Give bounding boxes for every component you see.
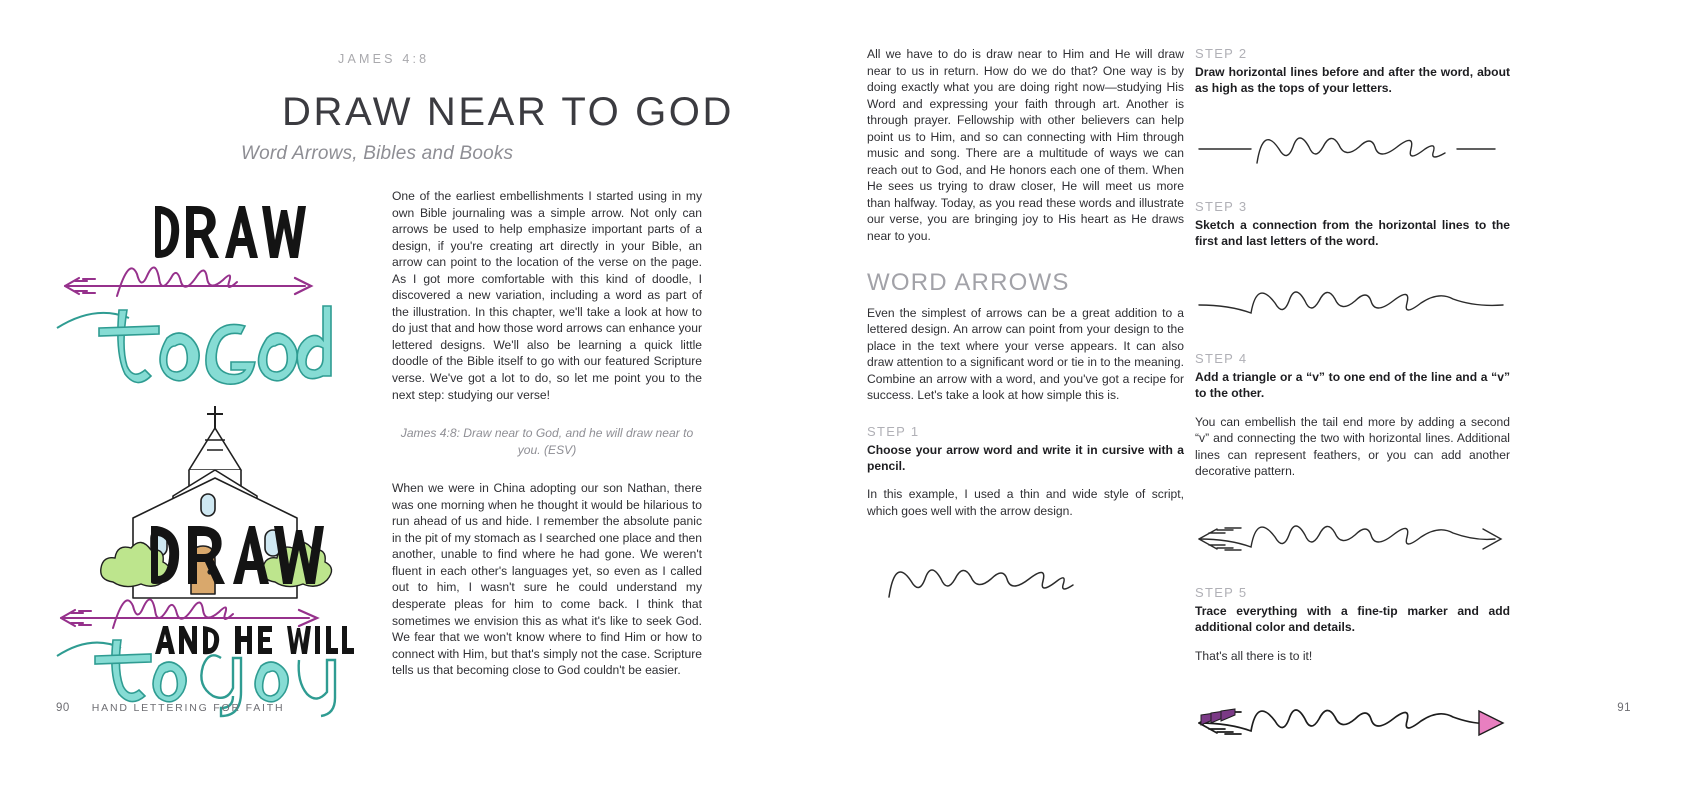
body-paragraph-2: When we were in China adopting our son Nathan, there was one morning when he thought it would be hilarious to run ahead of us and hide. I remember the absolute panic in the pit of my stomach as I searched one place and then another, unable to find where he had gone. We weren't fluent in each other's languages yet, so even as I called out to him, I wasn't sure he could understand my desperate pleas for him to come back. I think that sometimes we envision this as what it's like to seek God. We fear that we won't know where to find Him or how to connect with Him, but that's simply not the case. Scripture tells us that becoming close to God couldn't be easier. xyxy=(392,481,702,678)
step-1-label: STEP 1 xyxy=(867,423,920,439)
left-page-footer xyxy=(56,702,284,714)
step-4-sketch-arrow-near xyxy=(1195,495,1510,565)
draw-near-to-you-illustration xyxy=(55,520,365,700)
right-column xyxy=(1195,46,1510,757)
left-column-text xyxy=(392,188,702,679)
page-title: DRAW NEAR TO GOD xyxy=(282,90,735,134)
chapter-kicker: JAMES 4:8 xyxy=(338,52,430,66)
step-3-label: STEP 3 xyxy=(1195,198,1248,214)
intro-paragraph: All we have to do is draw near to Him and He will draw near to us in return. How do we do that? One way is by doing exactly what you are doing right now—studying His Word and expressing your faith through art. Another is through prayer. Fellowship with other believers can help point us to Him, and so can connecting with Him through music and song. There are a multitude of ways we can reach out to God, and He honors each one of them. When He sees us trying to draw closer, He will meet us more than halfway. Today, as you read these words and illustrate our verse, you are bringing joy to His heart as He draws near to you. xyxy=(867,47,1184,244)
right-page xyxy=(843,0,1687,800)
scripture-verse: James 4:8: Draw near to God, and he will draw near to you. (ESV) xyxy=(400,426,694,457)
running-head: HAND LETTERING FOR FAITH xyxy=(91,702,285,714)
body-paragraph-1: One of the earliest embellishments I started using in my own Bible journaling was a simple arrow. Not only can arrows be used to help emphasize important parts of a design, if you're creating art directly in your Bible, an arrow can point to the location of the verse on the page. As I got more comfortable with this kind of doodle, I discovered a new variation, including a word as part of the illustration. In this chapter, we'll take a look at how to do just that and how those word arrows can enhance your lettered designs. We'll also be learning a quick little doodle of the Bible itself to go with our featured Scripture verse. We've got a lot to do, so let me point you to the next step: studying our verse! xyxy=(392,189,702,402)
illustration-word-draw-bottom xyxy=(151,526,324,584)
page-subtitle: Word Arrows, Bibles and Books xyxy=(241,143,514,164)
step-2-sketch-near xyxy=(1195,109,1510,179)
page-number-left: 90 xyxy=(56,702,70,714)
illustration-script-near-bottom xyxy=(113,599,233,628)
step-1-sketch-near xyxy=(867,535,1167,621)
left-page xyxy=(0,0,843,800)
middle-column xyxy=(867,46,1184,629)
step-1-instruction: Choose your arrow word and write it in cursive with a pencil. xyxy=(867,442,1184,474)
step-4-body: You can embellish the tail end more by adding a second “v” and connecting the two with horizontal lines. Additional lines can represent feathers, or you can add another decorative pattern. xyxy=(1195,414,1510,479)
step-2-instruction: Draw horizontal lines before and after the word, about as high as the tops of your letters. xyxy=(1195,65,1510,96)
word-arrows-body: Even the simplest of arrows can be a great addition to a lettered design. An arrow can point from your design to the place in the text where your verse appears. It can also draw attention to a significant word or tie in to the meaning. Combine an arrow with a word, and you've got a recipe for success. Let's take a look at how simple this is. xyxy=(867,305,1184,403)
step-4-label: STEP 4 xyxy=(1195,351,1248,367)
section-heading-word-arrows: WORD ARROWS xyxy=(867,268,1070,296)
step-5-sketch-final-arrow xyxy=(1195,679,1510,749)
step-2-label: STEP 2 xyxy=(1195,46,1248,61)
step-4-instruction: Add a triangle or a “v” to one end of the line and a “v” to the other. xyxy=(1195,370,1510,401)
illustration-script-near-top xyxy=(117,267,237,296)
step-3-instruction: Sketch a connection from the horizontal lines to the first and last letters of the word. xyxy=(1195,217,1510,248)
step-5-label: STEP 5 xyxy=(1195,584,1248,600)
arrow-fletching-purple xyxy=(1201,709,1235,725)
illustration-word-draw-top xyxy=(155,206,306,258)
arrow-head-pink xyxy=(1479,711,1503,735)
step-1-body: In this example, I used a thin and wide style of script, which goes well with the arrow design. xyxy=(867,487,1184,518)
page-number-right: 91 xyxy=(1617,702,1631,714)
step-5-instruction: Trace everything with a fine-tip marker and add additional color and details. xyxy=(1195,603,1510,635)
illustration-script-to-god xyxy=(57,306,331,384)
step-5-body: That's all there is to it! xyxy=(1195,648,1313,663)
step-3-sketch-near xyxy=(1195,261,1510,331)
